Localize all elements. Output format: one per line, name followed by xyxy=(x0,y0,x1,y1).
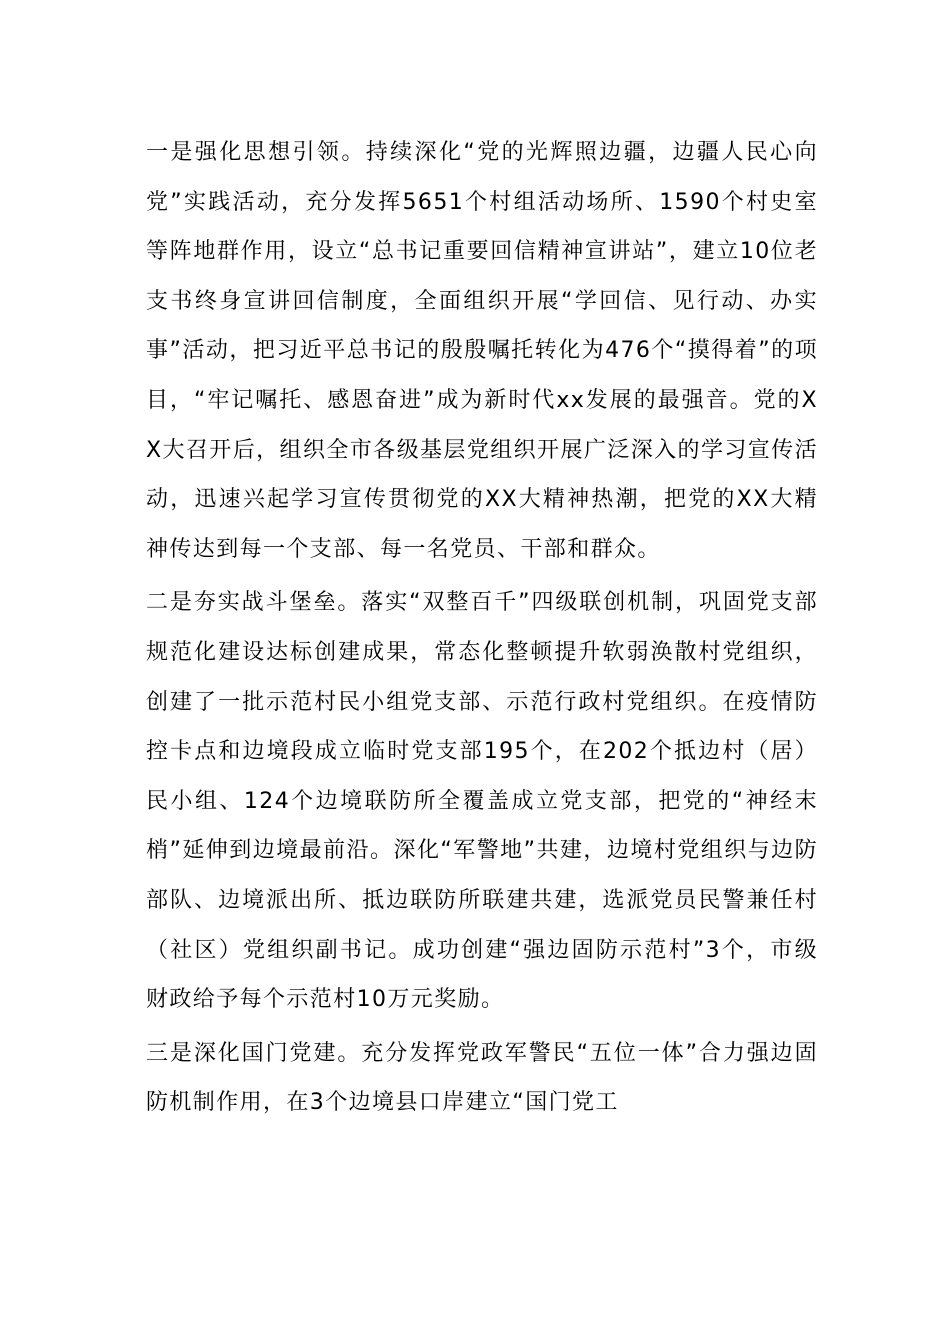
document-body xyxy=(146,128,818,1132)
paragraph-fighting-fortress: 二是夯实战斗堡垒。落实“双整百千”四级联创机制，巩固党支部规范化建设达标创建成果，常态化整顿提升软弱涣散村党组织，创建了一批示范村民小组党支部、示范行政村党组织。在疫情防控卡点和边境段成立临时党支部195个，在202个抵边村（居）民小组、124个边境联防所全覆盖成立党支部，把党的“神经末梢”延伸到边境最前沿。深化“军警地”共建，边境村党组织与边防部队、边境派出所、抵边联防所联建共建，选派党员民警兼任村（社区）党组织副书记。成功创建“强边固防示范村”3个，市级财政给予每个示范村10万元奖励。 xyxy=(146,590,818,1013)
paragraph-border-party-building: 三是深化国门党建。充分发挥党政军警民“五位一体”合力强边固防机制作用，在3个边境县口岸建立“国门党工 xyxy=(146,1040,818,1116)
paragraph-ideological-guidance: 一是强化思想引领。持续深化“党的光辉照边疆，边疆人民心向党”实践活动，充分发挥5651个村组活动场所、1590个村史室等阵地群作用，设立“总书记重要回信精神宣讲站”，建立10位老支书终身宣讲回信制度，全面组织开展“学回信、见行动、办实事”活动，把习近平总书记的殷殷嘱托转化为476个“摸得着”的项目，“牢记嘱托、感恩奋进”成为新时代xx发展的最强音。党的XX大召开后，组织全市各级基层党组织开展广泛深入的学习宣传活动，迅速兴起学习宣传贯彻党的XX大精神热潮，把党的XX大精神传达到每一个支部、每一名党员、干部和群众。 xyxy=(146,140,818,562)
